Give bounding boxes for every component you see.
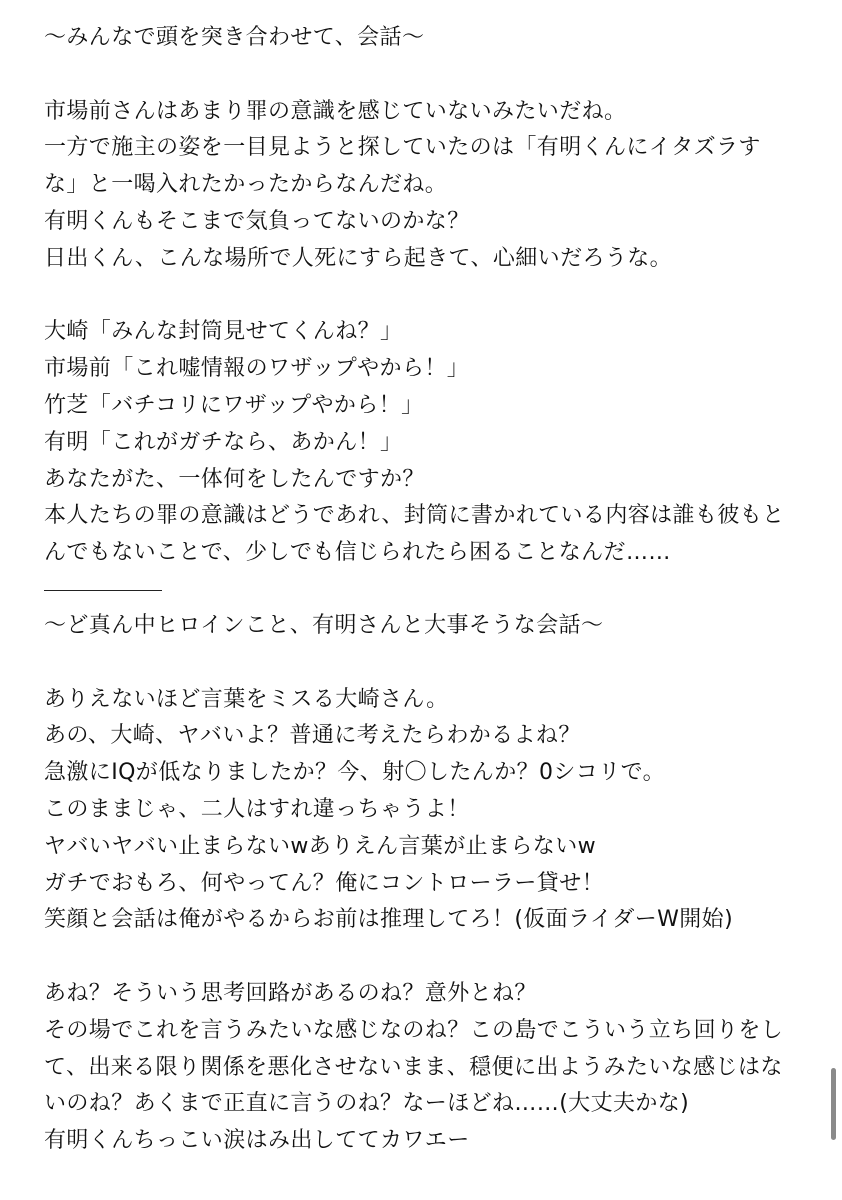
text-line: 竹芝「バチコリにワザップやから！」 [44, 392, 424, 418]
scrollbar-thumb[interactable] [831, 1068, 836, 1140]
text-line: 有明くんちっこい涙はみ出しててカワエー [44, 1128, 470, 1154]
text-line: このままじゃ、二人はすれ違っちゃうよ！ [44, 796, 470, 822]
text-line: いのね？あくまで正直に言うのね？なーほどね……(大丈夫かな) [44, 1091, 690, 1117]
text-line: 急激にIQが低なりましたか？今、射〇したんか？0シコリで。 [44, 760, 665, 786]
text-line: 有明「これがガチなら、あかん！」 [44, 429, 403, 455]
text-line: 一方で施主の姿を一目見ようと探していたのは「有明くんにイタズラす [44, 135, 761, 161]
blank-line [44, 645, 804, 682]
document-body [44, 20, 804, 1160]
text-line: ありえないほど言葉をミスる大崎さん。 [44, 686, 449, 712]
text-line: 日出くん、こんな場所で人死にすら起きて、心細いだろうな。 [44, 245, 673, 271]
text-line: な」と一喝入れたかったからなんだね。 [44, 172, 448, 198]
section2-heading: 〜ど真ん中ヒロインこと、有明さんと大事そうな会話〜 [44, 612, 604, 638]
section-divider [44, 590, 162, 591]
text-line: ガチでおもろ、何やってん？俺にコントローラー貸せ！ [44, 870, 605, 896]
text-line: あなたがた、一体何をしたんですか？ [44, 466, 425, 492]
text-line: て、出来る限り関係を悪化させないまま、穏便に出ようみたいな感じはな [44, 1054, 783, 1080]
text-line: ヤバいヤバい止まらないwありえん言葉が止まらないw [44, 833, 596, 859]
text-line: あね？そういう思考回路があるのね？意外とね？ [44, 980, 537, 1006]
blank-line [44, 57, 804, 94]
text-line: 本人たちの罪の意識はどうであれ、封筒に書かれている内容は誰も彼もと [44, 503, 785, 529]
text-line: 有明くんもそこまで気負ってないのかな？ [44, 208, 470, 234]
text-line: 笑顔と会話は俺がやるからお前は推理してろ！(仮面ライダーW開始) [44, 907, 734, 933]
blank-line [44, 939, 804, 976]
section1-heading: 〜みんなで頭を突き合わせて、会話〜 [44, 25, 425, 50]
text-line: その場でこれを言うみたいな感じなのね？この島でこういう立ち回りをし [44, 1017, 784, 1043]
blank-line [44, 278, 804, 315]
text-line: あの、大崎、ヤバいよ？普通に考えたらわかるよね？ [44, 723, 581, 749]
text-line: 大崎「みんな封筒見せてくんね？」 [44, 319, 403, 345]
text-line: んでもないことで、少しでも信じられたら困ることなんだ…… [44, 540, 671, 566]
text-line: 市場前「これ嘘情報のワザップやから！」 [44, 356, 470, 382]
text-line: 市場前さんはあまり罪の意識を感じていないみたいだね。 [44, 98, 627, 124]
